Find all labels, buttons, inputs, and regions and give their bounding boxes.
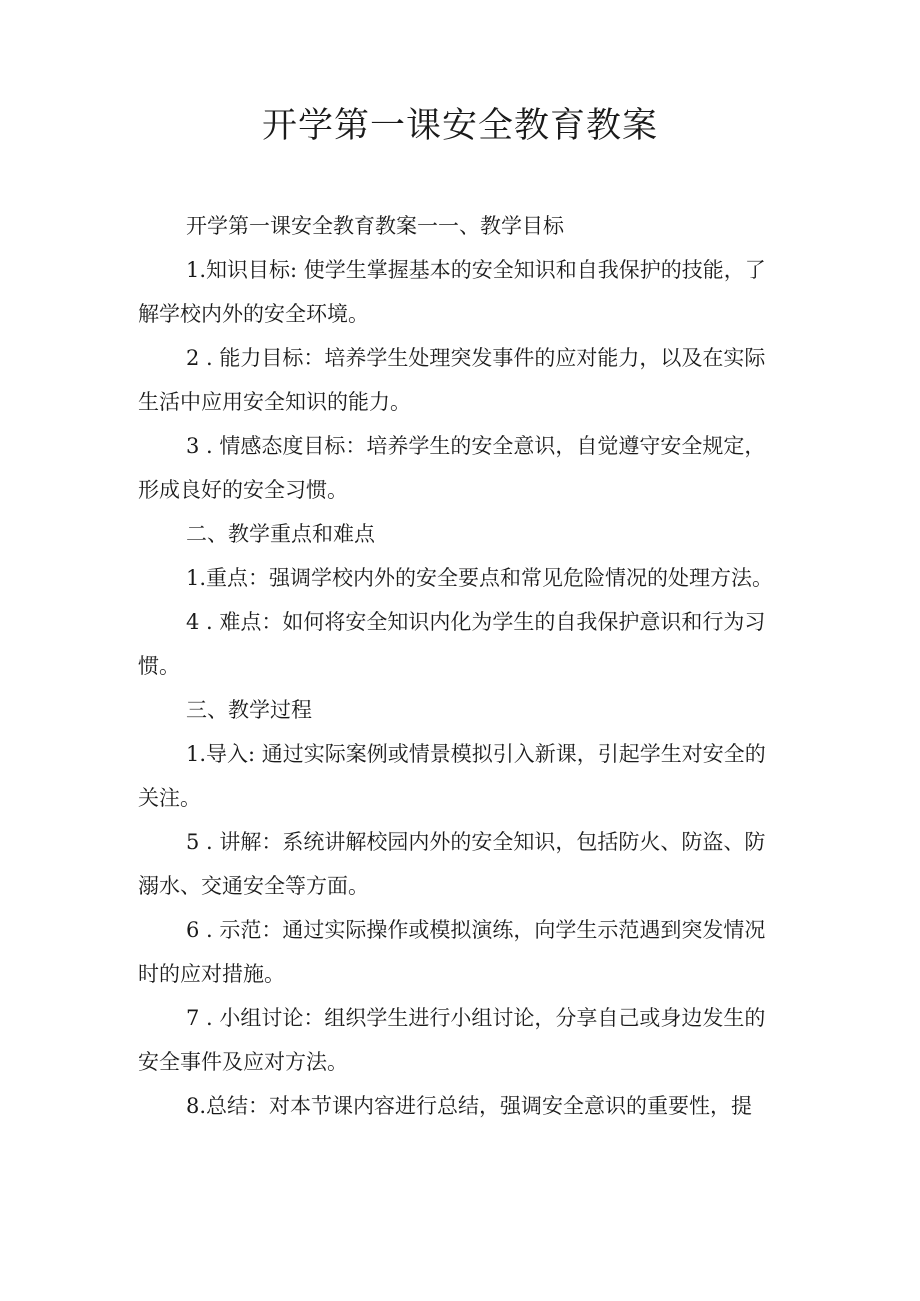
paragraph-line: 惯。 [138,654,180,678]
paragraph-line: 5 . 讲解：系统讲解校园内外的安全知识，包括防火、防盗、防 [186,830,766,854]
paragraph-line: 三、教学过程 [186,698,312,722]
document-body [138,204,788,1128]
document-title: 开学第一课安全教育教案 [261,106,658,146]
paragraph-line: 3 . 情感态度目标：培养学生的安全意识，自觉遵守安全规定， [186,434,766,458]
paragraph-line: 关注。 [138,786,201,810]
paragraph-attitude-goal [138,424,788,512]
paragraph-line: 6 . 示范：通过实际操作或模拟演练，向学生示范遇到突发情况 [186,918,766,942]
paragraph-line: 安全事件及应对方法。 [138,1050,348,1074]
paragraph-difficulty [138,600,788,688]
paragraph-line: 时的应对措施。 [138,962,285,986]
paragraph-line: 2 . 能力目标：培养学生处理突发事件的应对能力，以及在实际 [186,346,766,370]
paragraph-line: 1.知识目标: 使学生掌握基本的安全知识和自我保护的技能，了 [186,258,766,282]
paragraph-group-discussion [138,996,788,1084]
paragraph-line: 生活中应用安全知识的能力。 [138,390,411,414]
section-heading-key-points [138,512,788,556]
paragraph-knowledge-goal [138,248,788,336]
paragraph-demonstration [138,908,788,996]
paragraph-line: 1.重点：强调学校内外的安全要点和常见危险情况的处理方法。 [186,566,774,590]
paragraph-line: 二、教学重点和难点 [186,522,375,546]
paragraph-line: 8.总结：对本节课内容进行总结，强调安全意识的重要性，提 [186,1094,753,1118]
paragraph-intro-heading [138,204,788,248]
paragraph-line: 4 . 难点：如何将安全知识内化为学生的自我保护意识和行为习 [186,610,766,634]
paragraph-line: 1.导入: 通过实际案例或情景模拟引入新课，引起学生对安全的 [186,742,766,766]
paragraph-line: 开学第一课安全教育教案一一、教学目标 [186,214,564,238]
paragraph-explanation [138,820,788,908]
paragraph-line: 解学校内外的安全环境。 [138,302,369,326]
paragraph-introduction [138,732,788,820]
paragraph-line: 7 . 小组讨论：组织学生进行小组讨论，分享自己或身边发生的 [186,1006,766,1030]
paragraph-key-point [138,556,788,600]
paragraph-ability-goal [138,336,788,424]
paragraph-line: 形成良好的安全习惯。 [138,478,348,502]
paragraph-summary [138,1084,788,1128]
section-heading-process [138,688,788,732]
paragraph-line: 溺水、交通安全等方面。 [138,874,369,898]
